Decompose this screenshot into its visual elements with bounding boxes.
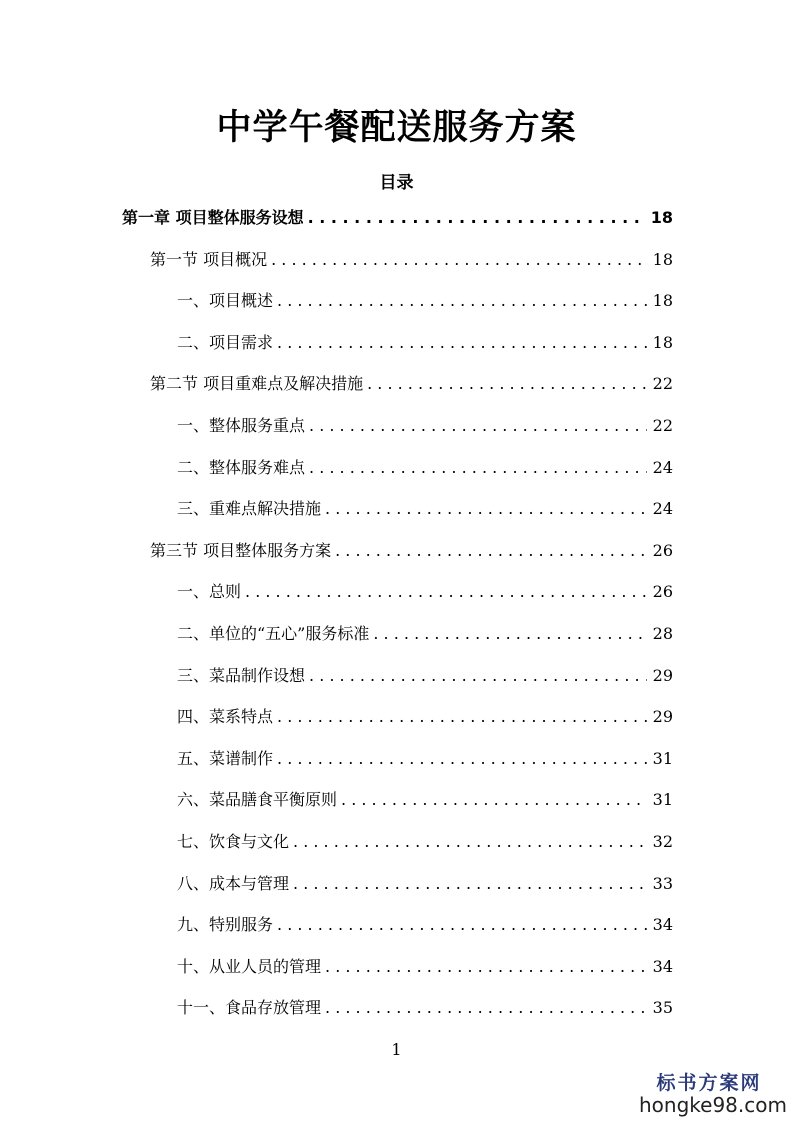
toc-entry-title: 一、整体服务重点 <box>177 416 306 435</box>
toc-entry-title: 三、菜品制作设想 <box>177 665 306 685</box>
toc-entry-page: 32 <box>652 832 673 851</box>
toc-entry-page: 18 <box>652 249 673 269</box>
toc-entry-page: 28 <box>652 624 673 643</box>
toc-leader-dots <box>325 499 647 518</box>
toc-entry-page: 29 <box>652 707 673 727</box>
toc-entry-page: 26 <box>652 582 673 602</box>
toc-leader-dots <box>341 790 647 809</box>
toc-entry-title: 四、菜系特点 <box>177 707 274 727</box>
toc-entry-page: 34 <box>652 915 673 935</box>
toc-entry-page: 24 <box>652 499 673 519</box>
toc-entry[interactable] <box>177 288 673 316</box>
toc-leader-dots <box>309 666 647 685</box>
toc-entry-title: 二、单位的“五心”服务标准 <box>177 624 370 643</box>
toc-entry[interactable] <box>177 330 673 358</box>
toc-entry-title: 九、特别服务 <box>177 915 274 935</box>
toc-entry[interactable] <box>177 579 673 607</box>
toc-entry-title: 第二节 项目重难点及解决措施 <box>150 374 364 394</box>
toc-entry-title: 三、重难点解决措施 <box>177 499 322 519</box>
toc-entry-title: 七、饮食与文化 <box>177 832 290 851</box>
toc-leader-dots <box>277 333 647 352</box>
toc-leader-dots <box>367 374 647 393</box>
toc-heading: 目录 <box>379 173 414 193</box>
toc-entry-page: 29 <box>652 665 673 685</box>
toc-entry-page: 31 <box>652 790 673 810</box>
toc-leader-dots <box>373 624 646 643</box>
toc-leader-dots <box>325 998 647 1017</box>
toc-entry[interactable] <box>177 954 673 982</box>
toc-entry-page: 33 <box>652 873 673 893</box>
toc-leader-dots <box>309 416 647 435</box>
toc-entry-title: 二、项目需求 <box>177 332 274 352</box>
toc-entry[interactable] <box>150 247 673 275</box>
toc-leader-dots <box>245 582 647 601</box>
toc-entry[interactable] <box>177 621 673 649</box>
toc-leader-dots <box>308 208 645 227</box>
toc-entry-page: 24 <box>652 457 673 477</box>
toc-entry-page: 22 <box>652 374 673 394</box>
toc-entry[interactable] <box>177 496 673 524</box>
toc-entry[interactable] <box>177 829 673 857</box>
toc-entry[interactable] <box>150 371 673 399</box>
toc-leader-dots <box>277 915 647 934</box>
toc-leader-dots <box>277 291 647 310</box>
toc-entry-title: 十、从业人员的管理 <box>177 956 322 976</box>
toc-entry[interactable] <box>177 455 673 483</box>
toc-leader-dots <box>271 250 647 269</box>
toc-entry-page: 18 <box>652 332 673 352</box>
toc-leader-dots <box>309 458 647 477</box>
toc-entry[interactable] <box>122 205 673 233</box>
toc-entry-title: 第三节 项目整体服务方案 <box>150 540 332 560</box>
toc-entry-page: 18 <box>650 208 673 227</box>
toc-entry-title: 五、菜谱制作 <box>177 748 274 768</box>
watermark-logo <box>639 1068 787 1117</box>
toc-entry[interactable] <box>177 413 673 441</box>
page-number: 1 <box>391 1040 402 1059</box>
toc-entry-title: 第一节 项目概况 <box>150 249 268 269</box>
toc-leader-dots <box>277 749 647 768</box>
toc-leader-dots <box>293 874 647 893</box>
toc-entry-title: 二、整体服务难点 <box>177 457 306 477</box>
toc-entry-page: 31 <box>652 748 673 768</box>
toc-entry[interactable] <box>177 704 673 732</box>
toc-entry-title: 十一、食品存放管理 <box>177 998 322 1018</box>
toc-leader-dots <box>325 957 647 976</box>
toc-entry-title: 六、菜品膳食平衡原则 <box>177 790 338 810</box>
toc-entry-page: 22 <box>652 416 673 435</box>
toc-entry[interactable] <box>150 538 673 566</box>
toc-leader-dots <box>335 541 647 560</box>
toc-entry[interactable] <box>177 912 673 940</box>
toc-entry-title: 一、总则 <box>177 582 242 602</box>
toc-entry-page: 26 <box>652 540 673 560</box>
toc-entry[interactable] <box>177 746 673 774</box>
toc-entry[interactable] <box>177 663 673 691</box>
toc-entry-title: 第一章 项目整体服务设想 <box>122 208 304 227</box>
toc-entry[interactable] <box>177 787 673 815</box>
toc-entry-title: 八、成本与管理 <box>177 873 290 893</box>
toc-entry-title: 一、项目概述 <box>177 291 274 311</box>
toc-leader-dots <box>277 707 647 726</box>
toc-entry-page: 34 <box>652 956 673 976</box>
toc-entry[interactable] <box>177 871 673 899</box>
toc-entry-page: 18 <box>652 291 673 311</box>
toc-leader-dots <box>293 832 647 851</box>
toc-entry[interactable] <box>177 995 673 1023</box>
watermark-line-2: hongke98.com <box>639 1093 787 1117</box>
document-title: 中学午餐配送服务方案 <box>216 108 577 148</box>
toc-entry-page: 35 <box>652 998 673 1018</box>
watermark-line-1: 标书方案网 <box>656 1072 762 1094</box>
